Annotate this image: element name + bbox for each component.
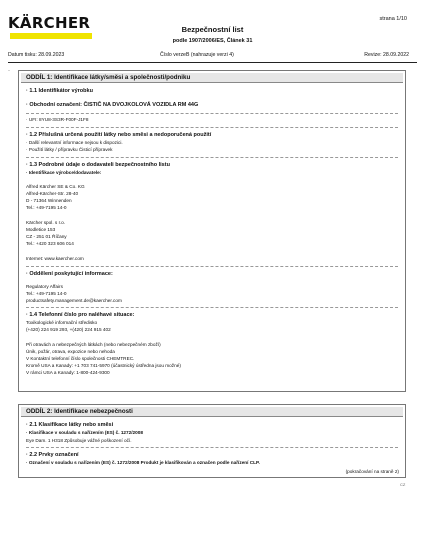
s1-uses-info: · Další relevantní informace nejsou k dispozici. <box>26 140 123 145</box>
s1-uses-purpose: · Použití látky / přípravku Čisticí přípravek <box>26 147 113 152</box>
s1-divider <box>26 113 398 114</box>
s2-eye-damage: Eye Dam. 1 H318 Způsobuje vážné poškození očí. <box>26 438 132 443</box>
section-2-heading: ODDÍL 2: Identifikace nebezpečnosti <box>21 407 403 417</box>
document-title: Bezpečnostní list <box>181 25 244 34</box>
header-divider <box>8 62 417 63</box>
s1-company-city: D - 71364 Winnenden <box>26 198 72 203</box>
section-1-heading: ODDÍL 1: Identifikace látky/směsi a společnosti/podniku <box>21 73 403 83</box>
s1-emergency-usa: V rámci USA a Kanady: 1-800-424-9300 <box>26 370 110 375</box>
s1-trade-name: · Obchodní označení: ČISTIČ NA DVOJKOLOVÁ VOZIDLA RM 44G <box>26 102 199 108</box>
s1-emergency-heading: · 1.4 Telefonní číslo pro naléhavé situace: <box>26 312 135 318</box>
s1-manufacturer-label: · Identifikace výrobce/dodavatele: <box>26 170 102 175</box>
margin-mark: · <box>8 68 10 74</box>
s2-label-elements: · 2.2 Prvky označení <box>26 452 79 458</box>
s1-info-phone: Tel.: +49-7195 14-0 <box>26 291 67 296</box>
s2-divider <box>26 447 398 448</box>
s1-divider <box>26 157 398 158</box>
logo-text: KÄRCHER <box>8 14 91 32</box>
s1-local-phone: Tel.: +420 323 606 014 <box>26 241 74 246</box>
s1-divider <box>26 307 398 308</box>
country-code: CZ <box>400 482 406 487</box>
s2-classification-heading: · 2.1 Klasifikace látky nebo směsi <box>26 422 114 428</box>
s1-emergency-note: Při otravách a nebezpečných látkách (nebo nebezpečném zboží) <box>26 342 161 347</box>
s1-emergency-chemtrec: V Kontaktní telefonní číslo společnosti CHEMTREC. <box>26 356 135 361</box>
s1-divider <box>26 127 398 128</box>
version-number: Číslo verzeB (nahrazuje verzi 4) <box>160 52 234 58</box>
s1-website: Internet: www.kaercher.com <box>26 256 84 261</box>
s1-info-dept: Regulatory Affairs <box>26 284 63 289</box>
s1-info-email: productsafety.management.de@kaercher.com <box>26 298 122 303</box>
s1-emergency-phones: (+420) 224 919 293, +(420) 224 915 402 <box>26 327 111 332</box>
document-subtitle: podle 1907/2006/ES, Článek 31 <box>172 38 253 44</box>
s1-emergency-incident: Únik, požár, otrava, expozice nebo nehoda <box>26 349 115 354</box>
s1-supplier-heading: · 1.3 Podrobné údaje o dodavateli bezpečnostního listu <box>26 162 170 168</box>
s1-ufi: · UFI: 8YU8-3S3R-F00F-J1F8 <box>26 117 89 122</box>
s1-company-name: Alfred Kärcher SE & Co. KG <box>26 184 85 189</box>
page-number: strana 1/10 <box>379 16 407 22</box>
s1-divider <box>26 266 398 267</box>
s1-identifier: · 1.1 Identifikátor výrobku <box>26 88 93 94</box>
s2-continued-note: (pokračování na straně 2) <box>345 469 399 474</box>
s1-local-street: Modletice 153 <box>26 227 56 232</box>
revision-date: Revize: 28.09.2022 <box>364 52 409 58</box>
s1-emergency-center: Toxikologické informační středisko <box>26 320 98 325</box>
s1-local-city: CZ - 251 01 Říčany <box>26 234 67 239</box>
s1-local-company: Kärcher spol. s r.o. <box>26 220 66 225</box>
print-date: Datum tisku: 28.09.2023 <box>8 52 65 58</box>
s1-uses-heading: · 1.2 Příslušná určená použití látky nebo směsi a nedoporučená použití <box>26 132 212 138</box>
s2-classification-regulation: · Klasifikace v souladu s nařízením (ES) č. 1272/2008 <box>26 430 143 435</box>
s2-labelling-regulation: · Označení v souladu s nařízením (ES) č. 1272/2008 Produkt je klasifikován a označen podle nařízení CLP. <box>26 460 260 465</box>
s1-company-phone: Tel.: +49-7195 14-0 <box>26 205 67 210</box>
s1-emergency-intl: Kromě USA a Kanady: +1 703 741-5970 (účastnický ústředna jsou možné) <box>26 363 181 368</box>
s1-info-dept-heading: · Oddělení poskytující informace: <box>26 271 113 277</box>
s1-company-street: Alfred-Kärcher-Str. 28-40 <box>26 191 79 196</box>
